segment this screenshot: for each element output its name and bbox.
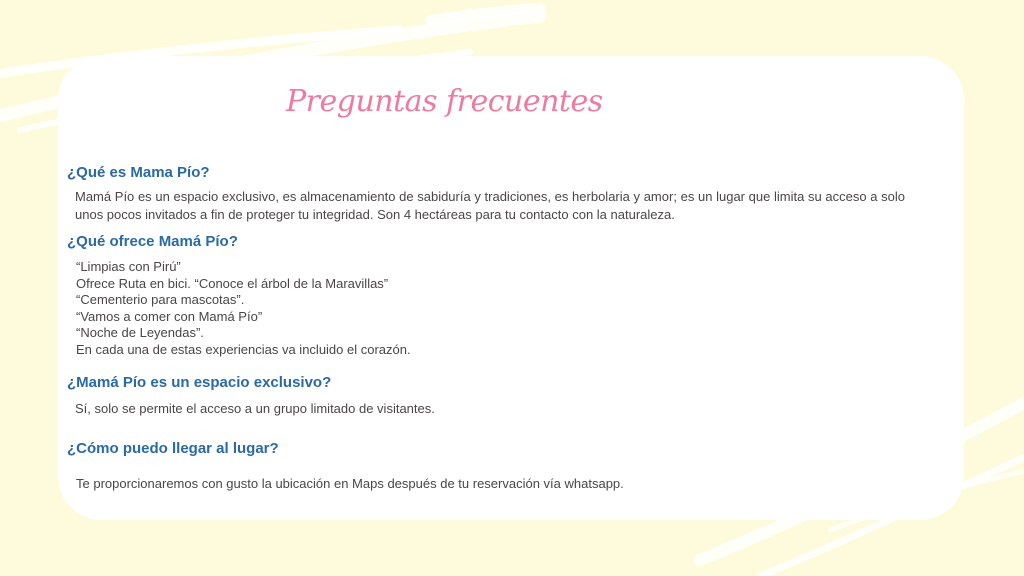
- faq-question-1: ¿Qué es Mama Pío?: [67, 164, 210, 181]
- page-title: Preguntas frecuentes: [286, 84, 603, 119]
- faq-question-2: ¿Qué ofrece Mamá Pío?: [67, 233, 238, 250]
- faq-answer-2-line: “Noche de Leyendas”.: [76, 325, 204, 340]
- faq-answer-2-line: Ofrece Ruta en bici. “Conoce el árbol de la Maravillas”: [76, 275, 389, 291]
- faq-question-3: ¿Mamá Pío es un espacio exclusivo?: [67, 374, 332, 391]
- faq-answer-3: Sí, solo se permite el acceso a un grupo limitado de visitantes.: [75, 401, 435, 416]
- faq-answer-1: Mamá Pío es un espacio exclusivo, es almacenamiento de sabiduría y tradiciones, es herbolaria y amor; es un lugar que limita su acceso a solo unos pocos invitados a fin de proteger tu integridad. Son 4 hectáreas para tu contacto con la naturaleza.: [75, 189, 905, 222]
- faq-answer-2-line: “Limpias con Pirú”: [76, 259, 181, 274]
- faq-question-4: ¿Cómo puedo llegar al lugar?: [67, 440, 279, 457]
- faq-answer-2-line: En cada una de estas experiencias va incluido el corazón.: [76, 341, 411, 357]
- faq-answer-2-line: “Cementerio para mascotas”.: [76, 292, 245, 307]
- faq-answer-4: Te proporcionaremos con gusto la ubicación en Maps después de tu reservación vía whatsapp.: [76, 476, 624, 491]
- faq-answer-2-line: “Vamos a comer con Mamá Pío”: [76, 308, 263, 324]
- faq-answer-2: [76, 259, 411, 358]
